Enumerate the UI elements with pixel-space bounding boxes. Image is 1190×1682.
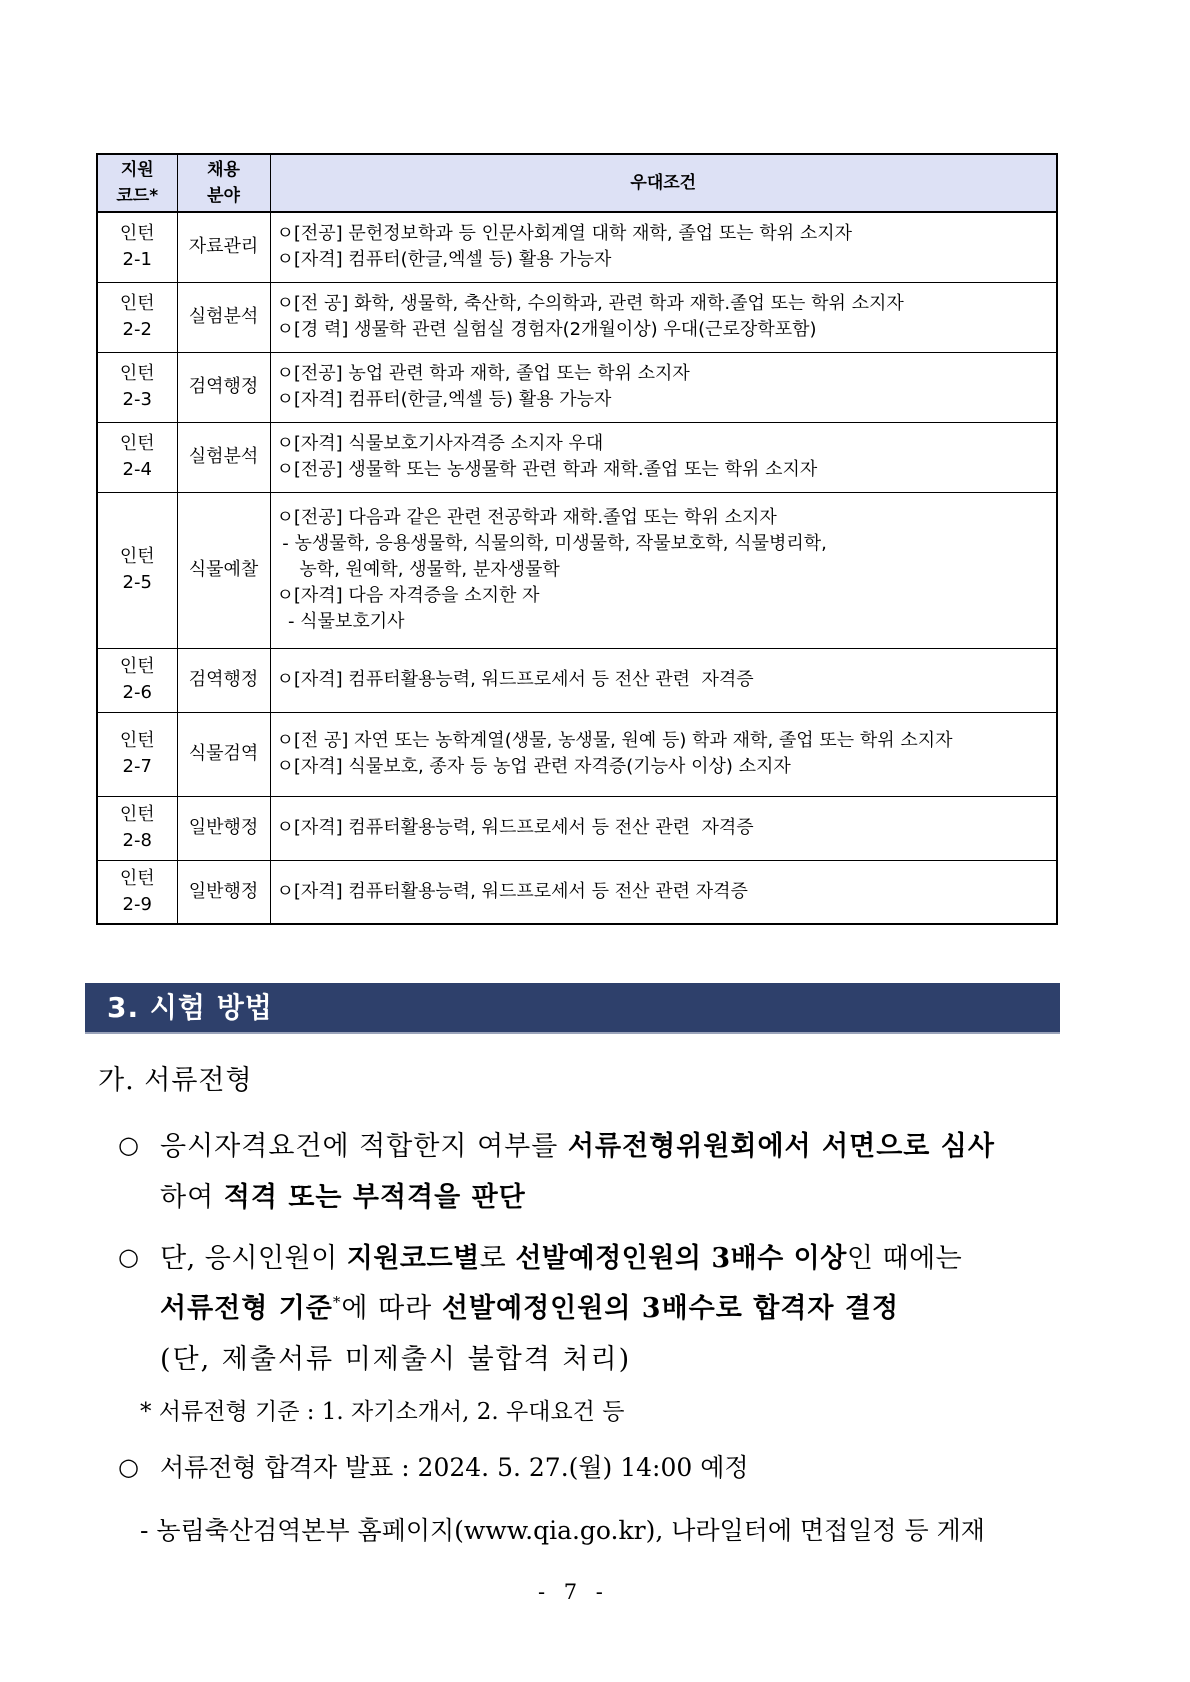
preference-conditions-cell [270,860,1057,924]
table-row [97,712,1057,796]
emphasis-text: 선발예정인원의 3배수 이상 [515,1243,847,1274]
table-row [97,492,1057,648]
footnote: * 서류전형 기준 : 1. 자기소개서, 2. 우대요건 등 [140,1399,625,1425]
preference-conditions-cell [270,648,1057,712]
recruitment-field-cell: 실험분석 [177,422,270,492]
paragraph-2-line-2 [160,1286,899,1325]
preference-conditions-cell [270,492,1057,648]
section-title: 3. 시험 방법 [107,991,273,1024]
condition-line: ㅇ[자격] 컴퓨터활용능력, 워드프로세서 등 전산 관련 자격증 [276,669,754,690]
condition-line: ㅇ[자격] 컴퓨터활용능력, 워드프로세서 등 전산 관련 자격증 [276,817,754,838]
condition-line: 농학, 원예학, 생물학, 분자생물학 [276,559,560,580]
condition-line: ㅇ[자격] 컴퓨터(한글,엑셀 등) 활용 가능자 [276,249,612,271]
preference-conditions-cell [270,422,1057,492]
application-code-cell: 인턴 2-3 [97,352,177,422]
preference-conditions-cell [270,212,1057,282]
paragraph-4: - 농림축산검역본부 홈페이지(www.qia.go.kr), 나라일터에 면접일정 등 게재 [140,1516,985,1545]
paragraph-2-line-3: (단, 제출서류 미제출시 불합격 처리) [160,1344,632,1375]
application-code-cell: 인턴 2-2 [97,282,177,352]
application-code-cell: 인턴 2-7 [97,712,177,796]
bullet-icon: ○ [118,1243,139,1271]
sub-heading: 가. 서류전형 [98,1065,253,1096]
condition-line: ㅇ[전 공] 화학, 생물학, 축산학, 수의학과, 관련 학과 재학.졸업 또는 학위 소지자 [276,293,904,314]
recruitment-field-cell: 자료관리 [177,212,270,282]
table-row [97,648,1057,712]
table-row [97,422,1057,492]
preference-conditions-table [96,153,1058,925]
condition-line: ㅇ[전 공] 자연 또는 농학계열(생물, 농생물, 원예 등) 학과 재학, 졸업 또는 학위 소지자 [276,730,953,751]
condition-line: ㅇ[자격] 컴퓨터활용능력, 워드프로세서 등 전산 관련 자격증 [276,880,748,902]
condition-line: - 농생물학, 응용생물학, 식물의학, 미생물학, 작물보호학, 식물병리학, [276,533,827,554]
table-row [97,212,1057,282]
recruitment-field-cell: 식물검역 [177,712,270,796]
text-segment: 응시자격요건에 적합한지 여부를 [160,1131,568,1162]
recruitment-field-cell: 일반행정 [177,796,270,860]
condition-line: ㅇ[경 력] 생물학 관련 실험실 경험자(2개월이상) 우대(근로장학포함) [276,319,817,340]
application-code-cell: 인턴 2-5 [97,492,177,648]
paragraph-3: 서류전형 합격자 발표 : 2024. 5. 27.(월) 14:00 예정 [160,1453,749,1482]
table-row [97,282,1057,352]
emphasis-text: 지원코드별 [346,1243,480,1274]
table-row [97,352,1057,422]
application-code-cell: 인턴 2-6 [97,648,177,712]
header-preference-conditions: 우대조건 [270,154,1057,212]
emphasis-text: 선발예정인원의 3배수로 합격자 결정 [441,1293,900,1324]
emphasis-text: 서류전형 기준 [160,1293,333,1324]
footnote-marker: * [332,1293,342,1311]
application-code-cell: 인턴 2-9 [97,860,177,924]
emphasis-text: 적격 또는 부적격을 판단 [223,1182,526,1213]
application-code-cell: 인턴 2-1 [97,212,177,282]
application-code-cell: 인턴 2-4 [97,422,177,492]
page-number: - 7 - [538,1580,609,1604]
preference-conditions-cell [270,712,1057,796]
condition-line: ㅇ[자격] 식물보호기사자격증 소지자 우대 [276,433,604,454]
table-row [97,860,1057,924]
condition-line: - 식물보호기사 [276,611,405,632]
text-segment: 단, 응시인원이 [160,1243,347,1274]
bullet-icon: ○ [118,1131,139,1159]
table-row [97,796,1057,860]
application-code-cell: 인턴 2-8 [97,796,177,860]
recruitment-field-cell: 검역행정 [177,352,270,422]
condition-line: ㅇ[자격] 식물보호, 종자 등 농업 관련 자격증(기능사 이상) 소지자 [276,756,791,777]
condition-line: ㅇ[전공] 생물학 또는 농생물학 관련 학과 재학.졸업 또는 학위 소지자 [276,459,818,480]
paragraph-1-line-1 [160,1124,995,1163]
paragraph-1-line-2 [160,1175,526,1214]
table-body [97,212,1057,924]
preference-conditions-cell [270,796,1057,860]
condition-line: ㅇ[전공] 농업 관련 학과 재학, 졸업 또는 학위 소지자 [276,363,690,384]
condition-line: ㅇ[자격] 다음 자격증을 소지한 자 [276,585,540,606]
text-segment: 인 때에는 [846,1243,963,1274]
text-segment: 에 따라 [341,1293,442,1324]
recruitment-field-cell: 검역행정 [177,648,270,712]
condition-line: ㅇ[자격] 컴퓨터(한글,엑셀 등) 활용 가능자 [276,389,612,410]
paragraph-2-line-1 [160,1236,962,1275]
text-segment: 로 [479,1243,516,1274]
recruitment-field-cell: 일반행정 [177,860,270,924]
bullet-icon: ○ [118,1453,139,1481]
section-header-bar [85,983,1060,1034]
preference-conditions-cell [270,282,1057,352]
recruitment-field-cell: 실험분석 [177,282,270,352]
preference-conditions-cell [270,352,1057,422]
text-segment: 하여 [160,1182,224,1213]
header-recruitment-field: 채용 분야 [177,154,270,212]
condition-line: ㅇ[전공] 문헌정보학과 등 인문사회계열 대학 재학, 졸업 또는 학위 소지자 [276,223,853,245]
condition-line: ㅇ[전공] 다음과 같은 관련 전공학과 재학.졸업 또는 학위 소지자 [276,507,777,528]
table-header-row [97,154,1057,212]
recruitment-field-cell: 식물예찰 [177,492,270,648]
header-application-code: 지원 코드* [97,154,177,212]
emphasis-text: 서류전형위원회에서 서면으로 심사 [567,1131,995,1162]
